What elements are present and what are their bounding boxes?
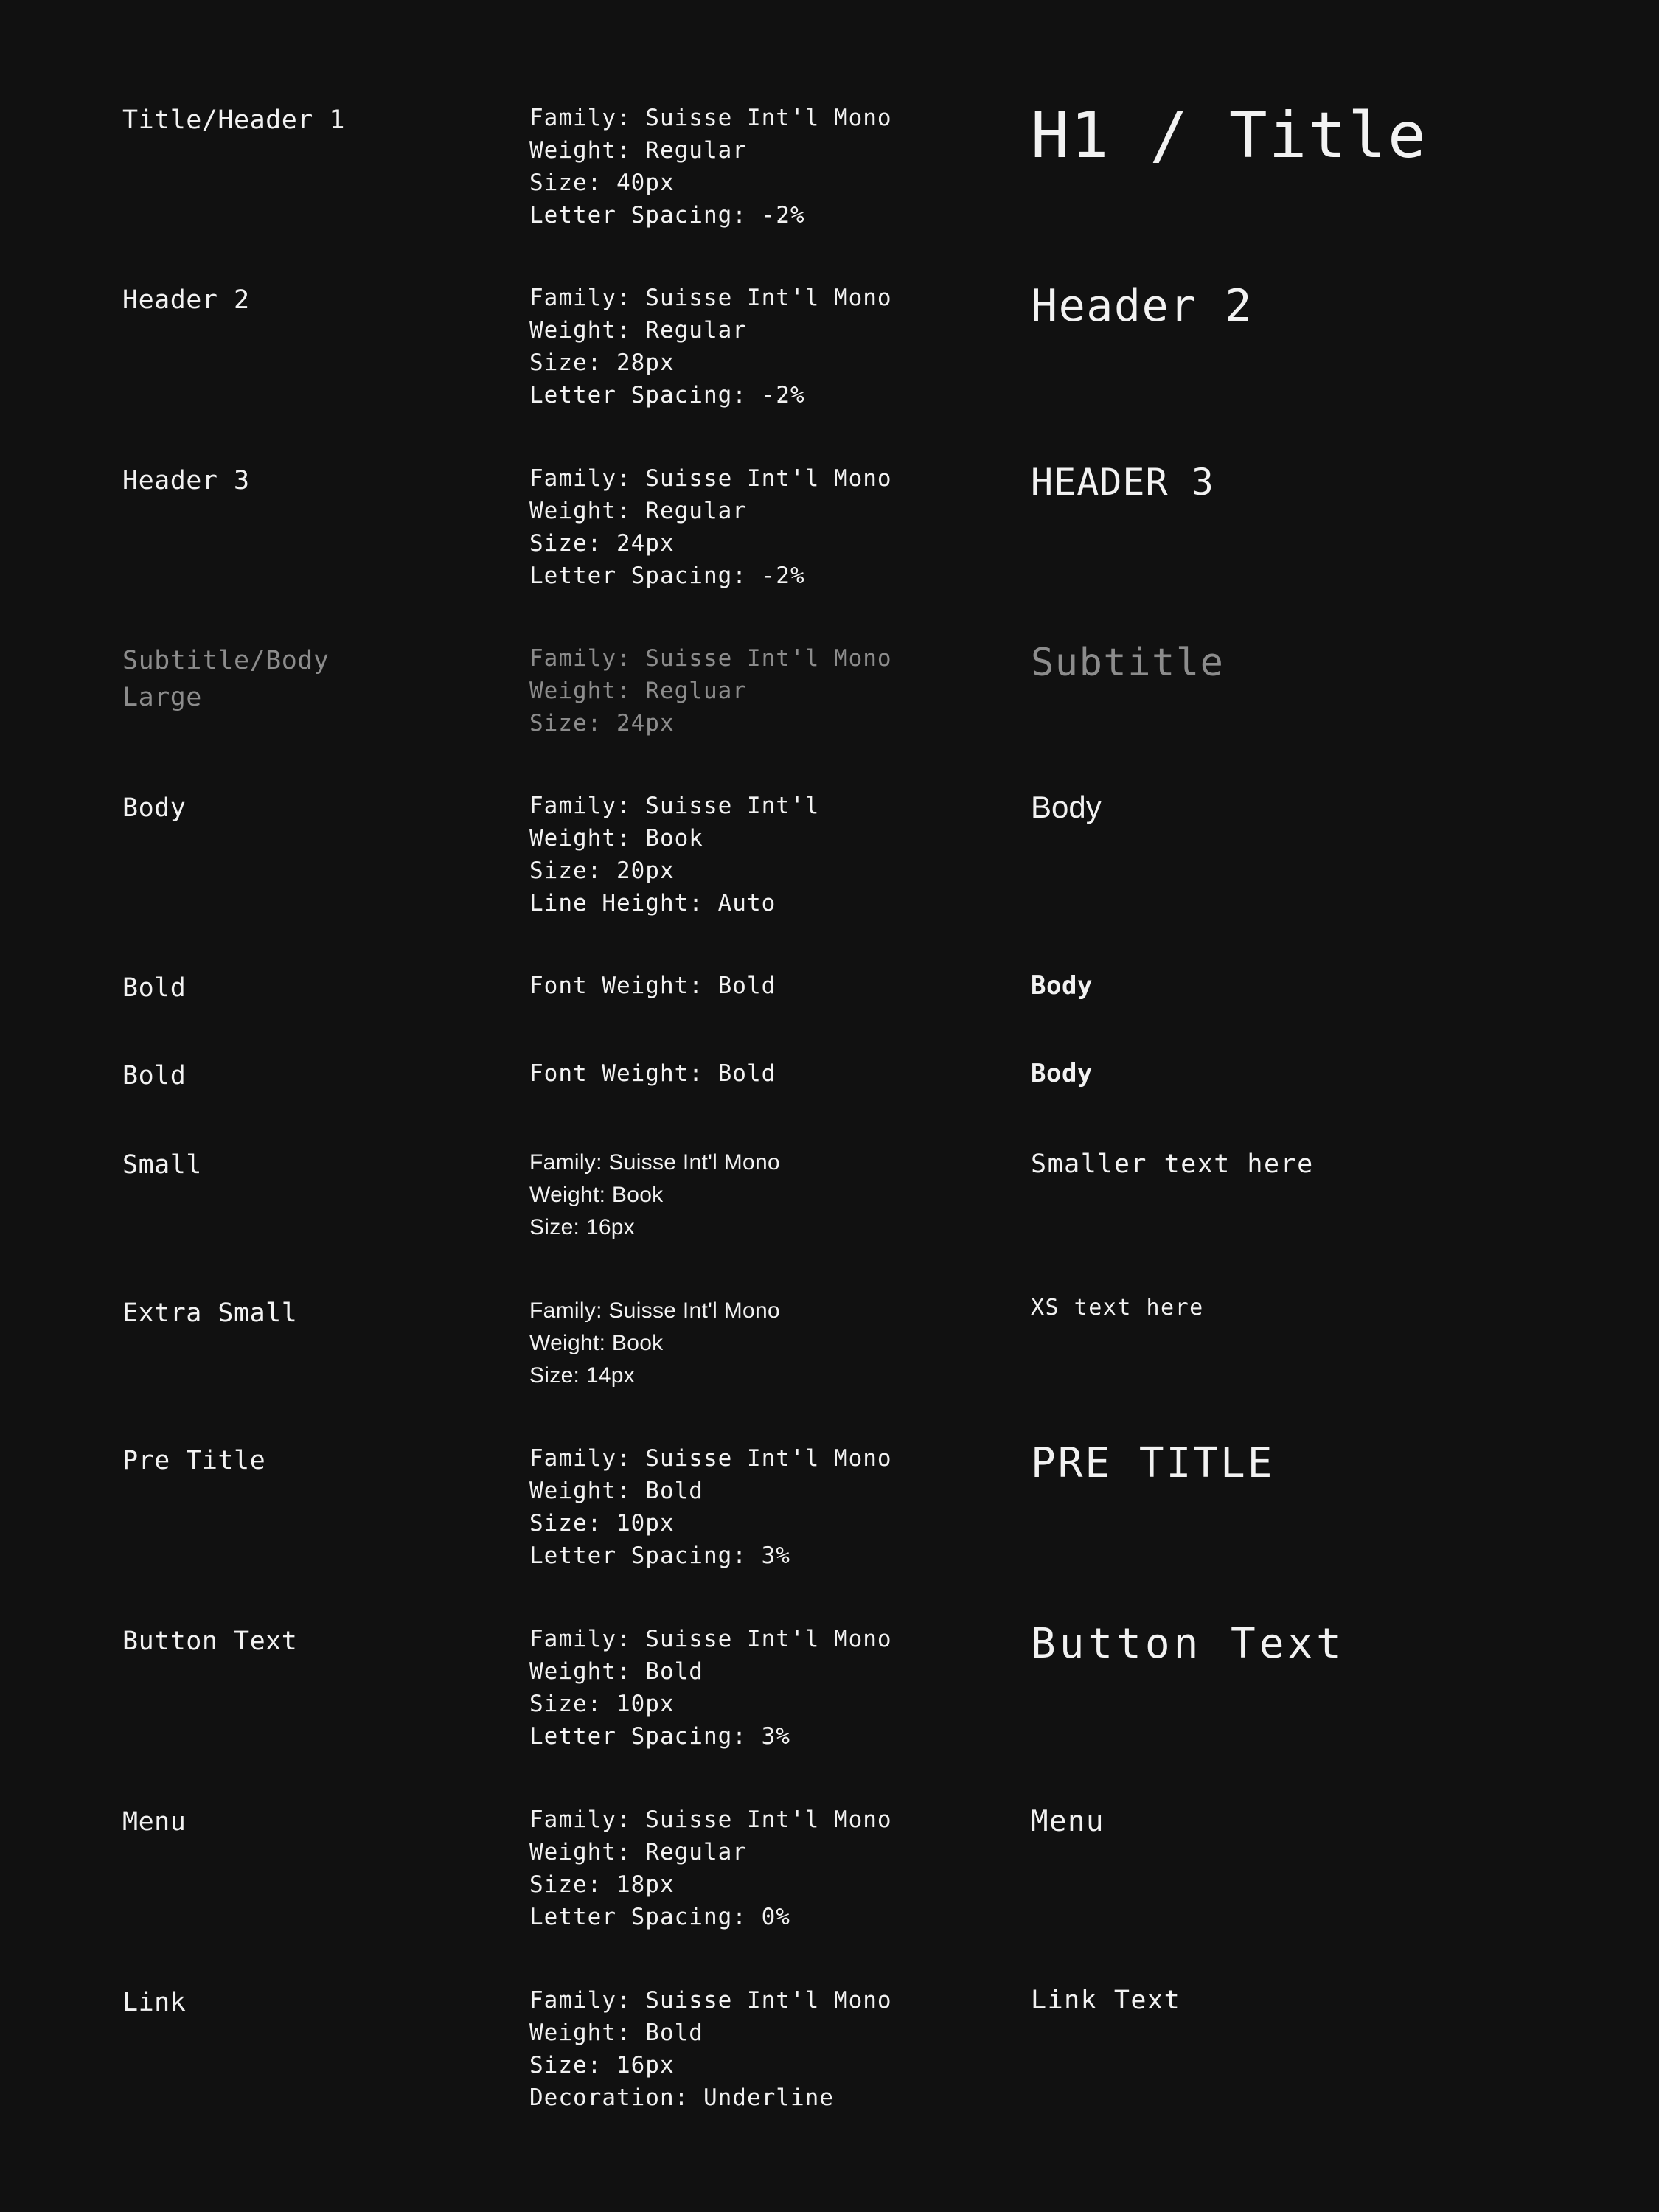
spec-family: Family: Suisse Int'l [529, 793, 820, 819]
spec-weight: Weight: Bold [529, 2020, 703, 2046]
spec-size: Size: 24px [529, 710, 675, 737]
spec-letter-spacing: Letter Spacing: -2% [529, 202, 805, 229]
spec-family: Family: Suisse Int'l Mono [529, 1806, 892, 1833]
spec-family: Family: Suisse Int'l Mono [529, 645, 892, 672]
spec-letter-spacing: Letter Spacing: -2% [529, 382, 805, 408]
spec-family: Family: Suisse Int'l Mono [529, 1987, 892, 2014]
sample-pre-title: PRE TITLE [1031, 1439, 1275, 1487]
sample-h1: H1 / Title [1031, 99, 1427, 173]
spec-weight: Weight: Regluar [529, 678, 747, 704]
style-specs [529, 1057, 972, 1090]
style-name: Pre Title [122, 1446, 266, 1475]
spec-weight: Weight: Book [529, 825, 703, 852]
sample-button-text: Button Text [1031, 1620, 1345, 1668]
style-specs [529, 1442, 972, 1572]
style-specs [529, 462, 972, 592]
style-specs [529, 1295, 972, 1392]
spec-size: Size: 16px [529, 2052, 675, 2079]
spec-font-weight: Font Weight: Bold [529, 1060, 776, 1087]
style-name: Title/Header 1 [122, 105, 346, 135]
spec-size: Size: 14px [529, 1363, 636, 1388]
spec-weight: Weight: Regular [529, 137, 747, 164]
style-specs [529, 1804, 972, 1933]
spec-weight: Weight: Regular [529, 317, 747, 344]
style-specs [529, 1623, 972, 1753]
spec-size: Size: 24px [529, 530, 675, 557]
spec-family: Family: Suisse Int'l Mono [529, 1298, 781, 1323]
style-name: Menu [122, 1807, 187, 1837]
style-name: Small [122, 1150, 202, 1180]
spec-letter-spacing: Letter Spacing: 3% [529, 1543, 790, 1569]
sample-bold: Body [1031, 971, 1093, 1001]
style-name: Bold [122, 1061, 187, 1091]
style-name: Subtitle/Body Large [122, 646, 330, 712]
style-name: Body [122, 793, 187, 823]
spec-family: Family: Suisse Int'l Mono [529, 105, 892, 131]
sample-bold: Body [1031, 1059, 1093, 1088]
style-specs [529, 642, 972, 740]
style-specs [529, 1147, 972, 1244]
style-specs [529, 282, 972, 411]
sample-header-3: HEADER 3 [1031, 461, 1214, 504]
spec-size: Size: 28px [529, 349, 675, 376]
spec-letter-spacing: Letter Spacing: 3% [529, 1723, 790, 1750]
style-name: Extra Small [122, 1298, 298, 1328]
sample-menu: Menu [1031, 1805, 1105, 1838]
spec-decoration: Decoration: Underline [529, 2084, 834, 2111]
style-name: Header 2 [122, 285, 250, 315]
spec-weight: Weight: Regular [529, 498, 747, 524]
style-name: Link [122, 1988, 187, 2017]
spec-font-weight: Font Weight: Bold [529, 973, 776, 999]
sample-small: Smaller text here [1031, 1150, 1314, 1179]
spec-size: Size: 10px [529, 1510, 675, 1537]
spec-weight: Weight: Book [529, 1183, 664, 1207]
spec-letter-spacing: Letter Spacing: -2% [529, 563, 805, 589]
style-specs [529, 1984, 972, 2114]
sample-extra-small: XS text here [1031, 1295, 1204, 1321]
spec-family: Family: Suisse Int'l Mono [529, 1626, 892, 1652]
style-specs [529, 970, 972, 1002]
spec-size: Size: 18px [529, 1871, 675, 1898]
sample-body: Body [1031, 790, 1102, 824]
sample-subtitle: Subtitle [1031, 641, 1225, 685]
spec-weight: Weight: Regular [529, 1839, 747, 1865]
spec-weight: Weight: Bold [529, 1658, 703, 1685]
spec-line-height: Line Height: Auto [529, 890, 776, 917]
spec-family: Family: Suisse Int'l Mono [529, 285, 892, 311]
style-name: Bold [122, 973, 187, 1003]
spec-family: Family: Suisse Int'l Mono [529, 1150, 781, 1175]
style-specs [529, 102, 972, 232]
spec-family: Family: Suisse Int'l Mono [529, 1445, 892, 1472]
spec-weight: Weight: Book [529, 1331, 664, 1355]
style-specs [529, 790, 972, 919]
style-name: Button Text [122, 1627, 298, 1656]
spec-family: Family: Suisse Int'l Mono [529, 465, 892, 492]
sample-link[interactable]: Link Text [1031, 1986, 1181, 2015]
spec-weight: Weight: Bold [529, 1478, 703, 1504]
spec-size: Size: 16px [529, 1215, 636, 1239]
spec-size: Size: 10px [529, 1691, 675, 1717]
sample-header-2: Header 2 [1031, 280, 1253, 332]
spec-letter-spacing: Letter Spacing: 0% [529, 1904, 790, 1930]
style-name: Header 3 [122, 466, 250, 495]
spec-size: Size: 20px [529, 858, 675, 884]
spec-size: Size: 40px [529, 170, 675, 196]
